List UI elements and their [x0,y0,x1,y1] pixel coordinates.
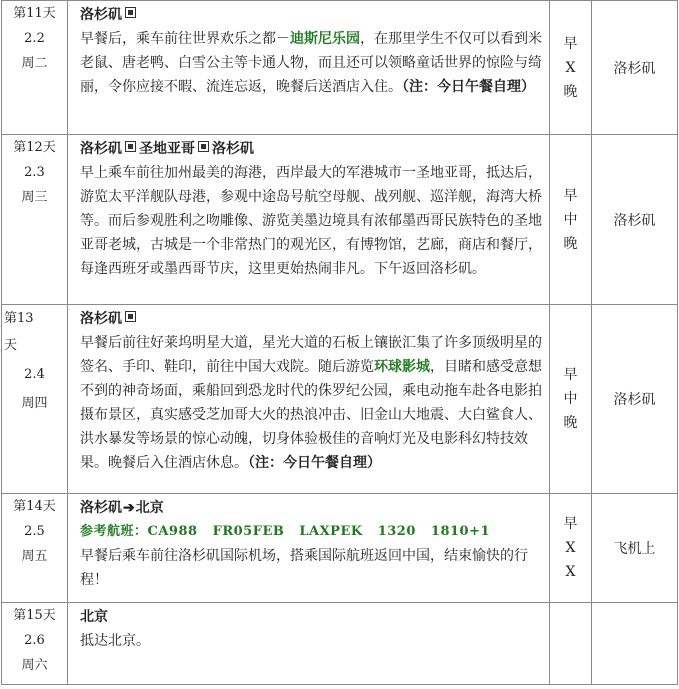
hotel-cell [592,603,678,685]
route-city: 北京 [80,609,108,625]
meal-cell [550,1,592,135]
date-label: 2.4 [24,367,45,382]
description-cell [68,494,550,603]
description-text: 早餐后乘车前往洛杉矶国际机场，搭乘国际航班返回中国，结束愉快的行程！ [80,548,528,588]
arrow-right-icon: ➔ [123,500,135,516]
meal-note: （注：今日午餐自理） [402,79,535,95]
flight-info: 参考航班：CA988 FR05FEB LAXPEK 1320 1810+1 [80,524,491,539]
route-city: 洛杉矶 [80,7,122,23]
day-label: 第15天 [13,608,56,623]
day-cell [2,135,68,305]
description-cell [68,1,550,135]
day-cell [2,494,68,603]
table-row [2,305,678,494]
weekday-label: 周六 [21,658,48,673]
route-title [80,308,544,331]
date-label: 2.6 [24,633,45,648]
table-row [2,494,678,603]
meal-cell [550,135,592,305]
hotel-icon [125,141,136,152]
hotel-icon [198,141,209,152]
hotel-icon [125,311,136,322]
day-cell [2,305,68,494]
meal-lunch: 中 [563,211,578,228]
meal-breakfast: 早 [563,367,578,383]
hotel-cell: 洛杉矶 [592,1,678,135]
meal-cell [550,305,592,494]
description-text [80,27,544,99]
day-label: 第11天 [13,6,56,21]
description-text: 抵达北京。 [80,633,150,649]
day-label: 第12天 [13,140,56,155]
weekday-label: 周二 [21,56,48,71]
description-part: 早餐后，乘车前往世界欢乐之都－ [80,31,290,47]
meal-cell [550,603,592,685]
itinerary-table [1,0,678,685]
meal-cell [550,494,592,603]
description-part: ，在那里学生不仅可以看到米老鼠、唐老鸭、白雪公主等卡通人物，而且还可以领略童话世界的惊险与绮丽，令你应接不暇、流连忘返，晚餐后送酒店入住。 [80,31,542,95]
route-title [80,497,544,520]
description-cell [68,135,550,305]
meal-breakfast: 早 [563,35,578,52]
meal-lunch: X [565,540,576,556]
description-cell [68,305,550,494]
hotel-cell: 洛杉矶 [592,135,678,305]
route-city: 洛杉矶 [80,500,122,516]
meal-breakfast: 早 [563,516,578,532]
meal-dinner: 晚 [563,415,578,431]
route-title [80,4,544,27]
meal-lunch: 中 [563,391,578,407]
route-city: 北京 [135,500,164,516]
route-title [80,138,544,161]
route-city: 洛杉矶 [80,311,122,327]
date-label: 2.2 [24,31,45,46]
weekday-label: 周三 [21,190,48,205]
description-text: 早上乘车前往加州最美的海港，西岸最大的军港城市一圣地亚哥，抵达后，游览太平洋舰队母港，参观中途岛号航空母舰、战列舰、巡洋舰，海湾大桥等。而后参观胜利之吻雕像、游览美墨边境具有浓郁墨西哥民族特色的圣地亚哥老城，古城是一个非常热门的观光区，有博物馆，艺廊，商店和餐厅，每逢西班牙或墨西哥节庆，这里更始热闹非凡。下午返回洛杉矶。 [80,165,542,277]
description-part: ，目睹和感受意想不到的神奇场面，乘船回到恐龙时代的侏罗纪公园，乘电动拖车赴各电影拍摄布景区，真实感受芝加哥大火的热浪冲击、旧金山大地震、大白鲨食人、洪水暴发等场景的惊心动魄，切身体验极佳的音响灯光及电影科幻特技效果。晚餐后入住酒店休息。 [80,359,542,471]
weekday-label: 周四 [21,396,48,411]
day-cell [2,603,68,685]
meal-note: （注：今日午餐自理） [248,455,381,471]
route-title [80,606,544,629]
table-row [2,1,678,135]
description-part: 早餐后前往好莱坞明星大道，星光大道的石板上镶嵌汇集了许多顶级明星的签名、手印、鞋印，前往中国大戏院。随后游览 [80,335,542,375]
meal-dinner: 晚 [563,83,578,100]
table-row [2,135,678,305]
meal-breakfast: 早 [563,187,578,204]
day-label: 第14天 [13,499,56,514]
table-row [2,603,678,685]
attraction-highlight: 环球影城 [374,359,430,375]
meal-lunch: X [565,59,576,76]
date-label: 2.3 [24,165,45,180]
description-cell [68,603,550,685]
meal-dinner: 晚 [563,235,578,252]
attraction-highlight: 迪斯尼乐园 [290,31,360,47]
hotel-cell: 飞机上 [592,494,678,603]
description-text [80,331,544,475]
day-label-text: 第13天 [4,311,34,353]
route-city: 洛杉矶 [80,141,122,157]
route-city: 圣地亚哥 [139,141,195,157]
hotel-cell: 洛杉矶 [592,305,678,494]
hotel-icon [125,7,136,18]
day-cell [2,1,68,135]
day-label [2,305,44,359]
weekday-label: 周五 [21,549,48,564]
route-city: 洛杉矶 [212,141,254,157]
date-label: 2.5 [24,524,45,539]
meal-dinner: X [565,564,576,580]
